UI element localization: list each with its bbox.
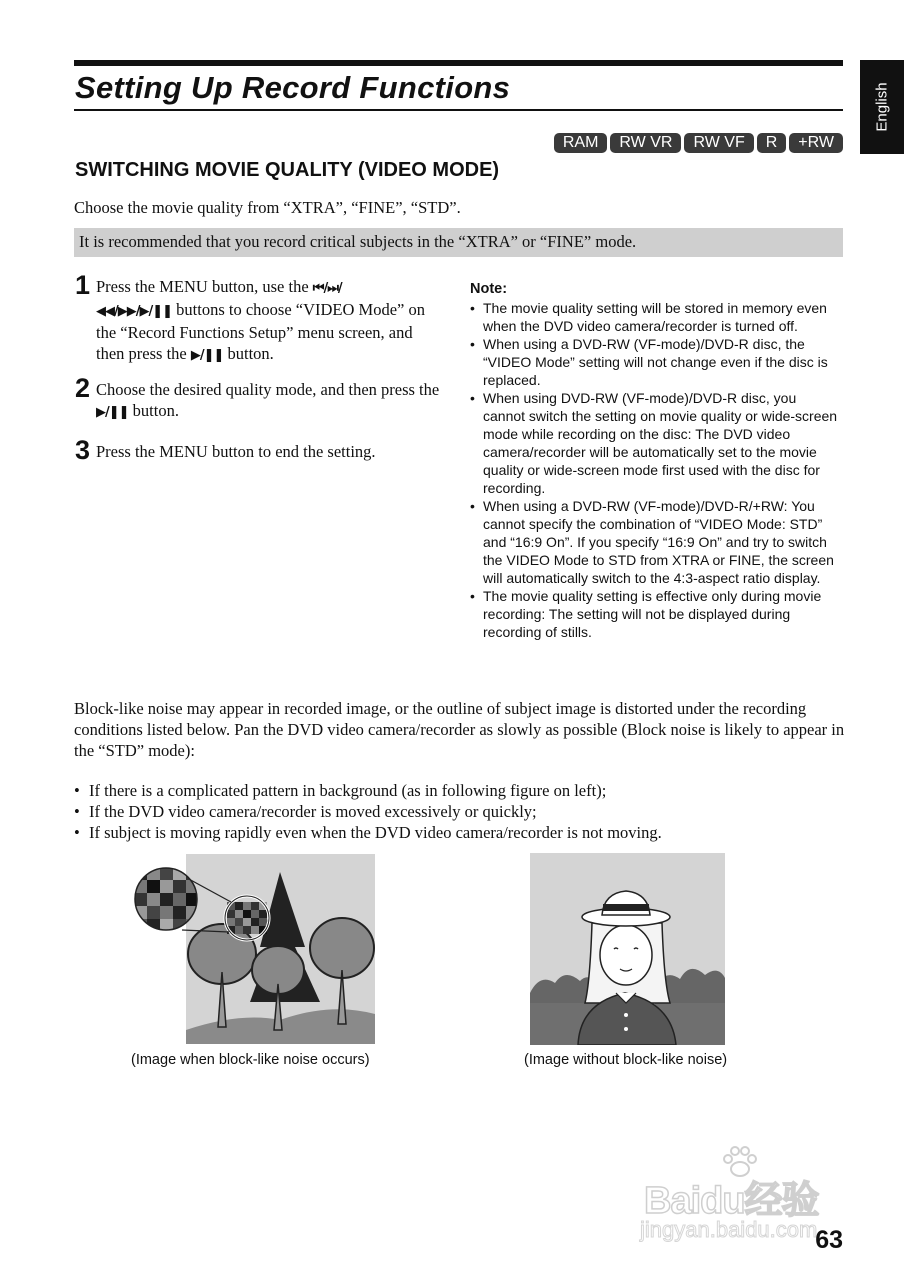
clean-image-illustration (530, 853, 725, 1045)
recommendation-text: It is recommended that you record critical subjects in the “XTRA” or “FINE” mode. (79, 232, 637, 251)
figure-caption-clean: (Image without block-like noise) (524, 1052, 728, 1068)
watermark-logo: Baidu经验 (644, 1180, 819, 1222)
top-rule (74, 60, 843, 66)
page-number: 63 (815, 1226, 843, 1254)
search-play-pause-buttons-icon: ◀◀/▶▶/▶/❚❚ (96, 304, 173, 319)
skip-buttons-icon: ⏮/⏭/ (312, 281, 342, 296)
note-box (470, 280, 842, 641)
watermark-url: jingyan.baidu.com (640, 1217, 818, 1242)
language-tab (860, 60, 904, 154)
condition-item: • If the DVD video camera/recorder is moved excessively or quickly; (74, 801, 662, 822)
step-text (96, 379, 445, 423)
step-3 (75, 435, 445, 465)
note-item: • When using a DVD-RW (VF-mode)/DVD-R disc, the “VIDEO Mode” setting will not change even if the disc is replaced. (470, 335, 842, 389)
note-item: • The movie quality setting is effective only during movie recording: The setting will not be displayed during recording of stills. (470, 587, 842, 641)
note-item: • The movie quality setting will be stored in memory even when the DVD video camera/recorder is turned off. (470, 299, 842, 335)
condition-list (74, 780, 662, 843)
language-tab-label: English (873, 82, 891, 132)
step-text-part: button. (128, 401, 179, 420)
step-2 (75, 373, 445, 423)
intro-text: Choose the movie quality from “XTRA”, “FINE”, “STD”. (74, 198, 461, 217)
step-number: 2 (75, 373, 91, 403)
step-number: 1 (75, 270, 91, 300)
recommendation-box (74, 228, 843, 257)
title-rule (74, 109, 843, 111)
section-heading: SWITCHING MOVIE QUALITY (VIDEO MODE) (75, 159, 500, 181)
note-heading: Note: (470, 281, 508, 297)
disc-badge-r: R (757, 133, 787, 153)
disc-badge-rw-vr: RW VR (610, 133, 681, 153)
note-item: • When using a DVD-RW (VF-mode)/DVD-R/+RW: You cannot specify the combination of “VIDEO Mode: STD” and “16:9 On”. If you specify “16:9 On” and try to switch the VIDEO Mode to STD from XTRA or FINE, the screen will automatically switch to the 4:3-aspect ratio display. (470, 497, 842, 587)
step-text-part: button. (223, 344, 274, 363)
disc-badge-plus-rw: +RW (789, 133, 843, 153)
disc-badge-ram: RAM (554, 133, 608, 153)
step-text-part: buttons to choose “VIDEO Mode” on the “Record Functions Setup” menu screen, and then press the (96, 300, 425, 363)
disc-type-badges (554, 133, 843, 153)
step-text (96, 276, 445, 366)
note-list (470, 299, 842, 641)
figure-caption-noise: (Image when block-like noise occurs) (131, 1052, 370, 1068)
page-title: Setting Up Record Functions (75, 70, 511, 105)
play-pause-button-icon: ▶/❚❚ (96, 405, 129, 420)
block-noise-paragraph: Block-like noise may appear in recorded image, or the outline of subject image is distorted under the recording conditions listed below. Pan the DVD video camera/recorder as slowly as possible (Block noise is likely to appear in the “STD” mode): (74, 699, 845, 760)
condition-item: • If there is a complicated pattern in background (as in following figure on left); (74, 780, 662, 801)
note-item: • When using DVD-RW (VF-mode)/DVD-R disc, you cannot switch the setting on movie quality or wide-screen mode while recording on the disc: The DVD video camera/recorder will be automatically set to the movie quality or wide-screen mode first used with the disc for recording. (470, 389, 842, 497)
block-noise-illustration (130, 852, 380, 1047)
play-pause-button-icon: ▶/❚❚ (190, 348, 224, 363)
step-number: 3 (75, 435, 91, 465)
disc-badge-rw-vf: RW VF (684, 133, 753, 153)
step-1 (75, 270, 445, 366)
condition-item: • If subject is moving rapidly even when the DVD video camera/recorder is not moving. (74, 822, 662, 843)
step-text-part: Choose the desired quality mode, and then press the (96, 380, 440, 399)
step-text-part: Press the MENU button, use the (96, 277, 313, 296)
step-text: Press the MENU button to end the setting. (96, 442, 376, 461)
